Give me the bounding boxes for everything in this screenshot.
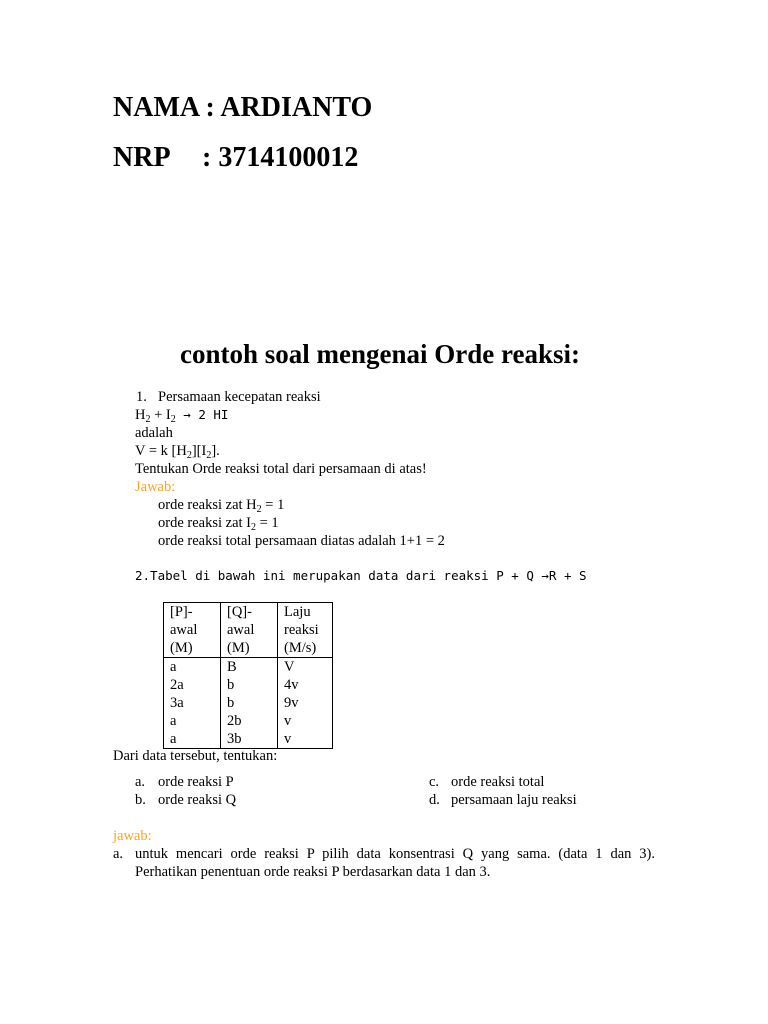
rate-part-a: V = k [H (135, 443, 187, 459)
q1-answer-3: orde reaksi total persamaan diatas adalah 1+1 = 2 (158, 533, 445, 549)
cell-p: a (170, 731, 177, 747)
cell-rate: 4v (284, 677, 299, 693)
ans2-value: = 1 (256, 515, 279, 531)
header-p-3: (M) (170, 640, 193, 656)
q1-line1: Persamaan kecepatan reaksi (158, 389, 321, 405)
q1-rate-law (135, 442, 220, 460)
q1-jawab-label: Jawab: (135, 479, 176, 495)
cell-q: b (227, 677, 235, 693)
ans1-text: orde reaksi zat H (158, 497, 257, 513)
cell-p: 3a (170, 695, 184, 711)
cell-p: a (170, 713, 177, 729)
header-q-1: [Q]- (227, 604, 252, 620)
option-d-text: persamaan laju reaksi (451, 792, 577, 808)
header-q-2: awal (227, 622, 255, 638)
q1-line5: Tentukan Orde reaksi total dari persamaan di atas! (135, 461, 427, 477)
option-c-label: c. (429, 774, 440, 790)
rate-part-c: ]. (211, 443, 220, 459)
cell-rate: 9v (284, 695, 299, 711)
q2-intro-text: 2.Tabel di bawah ini merupakan data dari reaksi P + Q →R + S (135, 568, 587, 583)
answer-a-line2: Perhatikan penentuan orde reaksi P berdasarkan data 1 dan 3. (135, 864, 491, 880)
cell-q: b (227, 695, 235, 711)
data-table (163, 602, 333, 749)
option-d-label: d. (429, 792, 440, 808)
document-title: contoh soal mengenai Orde reaksi: (180, 339, 580, 369)
col-rate (278, 658, 333, 749)
answer-a-label: a. (113, 846, 124, 862)
answer-a-line1: untuk mencari orde reaksi P pilih data konsentrasi Q yang sama. (data 1 dan 3). (135, 846, 655, 862)
table-header-row (164, 603, 333, 658)
cell-rate: v (284, 731, 292, 747)
eq-i-sub: 2 (170, 414, 176, 425)
q1-line3: adalah (135, 425, 173, 441)
name-heading: NAMA : ARDIANTO (113, 92, 373, 123)
header-rate-1: Laju (284, 604, 311, 620)
eq-h-sub: 2 (145, 414, 151, 425)
q1-equation (135, 406, 228, 424)
ans1-value: = 1 (261, 497, 285, 513)
header-p-2: awal (170, 622, 198, 638)
cell-p: 2a (170, 677, 184, 693)
q2-intro (135, 567, 587, 585)
header-rate (278, 603, 333, 658)
option-c-text: orde reaksi total (451, 774, 545, 790)
header-q-3: (M) (227, 640, 250, 656)
ans2-text: orde reaksi zat I (158, 515, 251, 531)
rate-sub-1: 2 (186, 450, 192, 461)
option-a-text: orde reaksi P (158, 774, 234, 790)
option-b-label: b. (135, 792, 146, 808)
option-a-label: a. (135, 774, 146, 790)
cell-rate: v (284, 713, 292, 729)
cell-q: B (227, 659, 237, 675)
q1-answer-2 (158, 514, 279, 532)
rate-sub-2: 2 (206, 450, 212, 461)
header-p (164, 603, 221, 658)
q1-answer-1 (158, 496, 284, 514)
col-q (221, 658, 278, 749)
q2-jawab-label: jawab: (113, 828, 152, 844)
header-q (221, 603, 278, 658)
cell-rate: V (284, 659, 295, 675)
table-body-row (164, 658, 333, 749)
cell-q: 2b (227, 713, 242, 729)
q2-after-table: Dari data tersebut, tentukan: (113, 748, 278, 764)
eq-arrow-product: → 2 HI (175, 407, 229, 422)
cell-p: a (170, 659, 177, 675)
rate-part-b: ][I (191, 443, 207, 459)
ans2-sub: 2 (251, 522, 256, 533)
q1-number: 1. (136, 389, 147, 405)
header-rate-3: (M/s) (284, 640, 317, 656)
cell-q: 3b (227, 731, 242, 747)
eq-h: H (135, 407, 146, 423)
nrp-value: : 3714100012 (202, 142, 359, 173)
ans1-sub: 2 (256, 504, 262, 515)
nrp-label: NRP (113, 142, 171, 173)
col-p (164, 658, 221, 749)
eq-plus-i: + I (150, 407, 171, 423)
header-p-1: [P]- (170, 604, 193, 620)
option-b-text: orde reaksi Q (158, 792, 237, 808)
header-rate-2: reaksi (284, 622, 319, 638)
